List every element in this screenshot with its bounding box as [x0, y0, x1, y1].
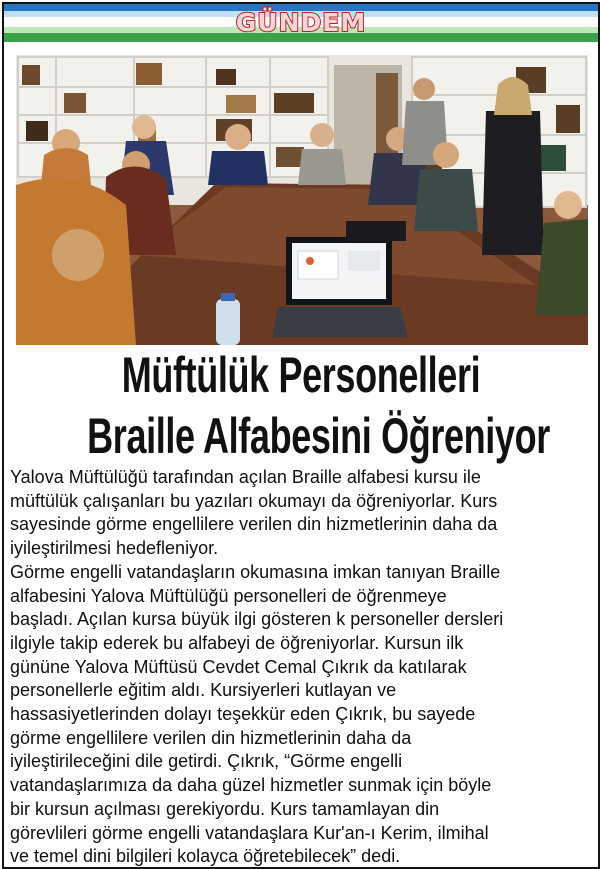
newspaper-clipping: [2, 2, 600, 869]
headline-line-1: Müftülük Personelleri: [121, 347, 481, 403]
paragraph-2: Görme engelli vatandaşların okumasına imkan tanıyan Braille alfabesini Yalova Müftülüğü personelleri de öğrenmeye başladı. Açılan kursa büyük ilgi gösteren k personeller dersleri ilgiyle takip ederek bu alfabeyi de öğreniyorlar. Kursun ilk gününe Yalova Müftüsü Cevdet Cemal Çıkrık da katılarak personellerle eğitim aldı. Kursiyerleri kutlayan ve hassasiyetlerinden dolayı teşekkür eden Çıkrık, bu sayede görme engellilere verilen din hizmetlerinin daha da iyileştirileceğini dile getirdi. Çıkrık, “Görme engelli vatandaşlarımıza da daha güzel hizmetler sunmak için böyle bir kursun açılması gerekiyordu. Kurs tamamlayan din görevlileri görme engelli vatandaşlara Kur'an-ı Kerim, ilmihal ve temel dini bilgileri kolayca öğretebilecek” dedi.: [10, 561, 504, 867]
section-header-band: [4, 4, 598, 42]
headline-line-2: Braille Alfabesini Öğreniyor: [87, 408, 550, 464]
paragraph-1: Yalova Müftülüğü tarafından açılan Braille alfabesi kursu ile müftülük çalışanları bu yazıları okumayı da öğreniyorlar. Kurs sayesinde görme engellilere verilen din hizmetlerinin daha da iyileştirilmesi hedefleniyor.: [10, 467, 498, 559]
section-label: GÜNDEM: [235, 8, 367, 37]
meeting-room-photo: [16, 55, 588, 345]
article-photo: [16, 55, 588, 345]
laptop-icon: [272, 237, 408, 337]
article-body: [10, 466, 598, 869]
water-bottle-icon: [216, 299, 240, 345]
projector-icon: [346, 221, 406, 241]
